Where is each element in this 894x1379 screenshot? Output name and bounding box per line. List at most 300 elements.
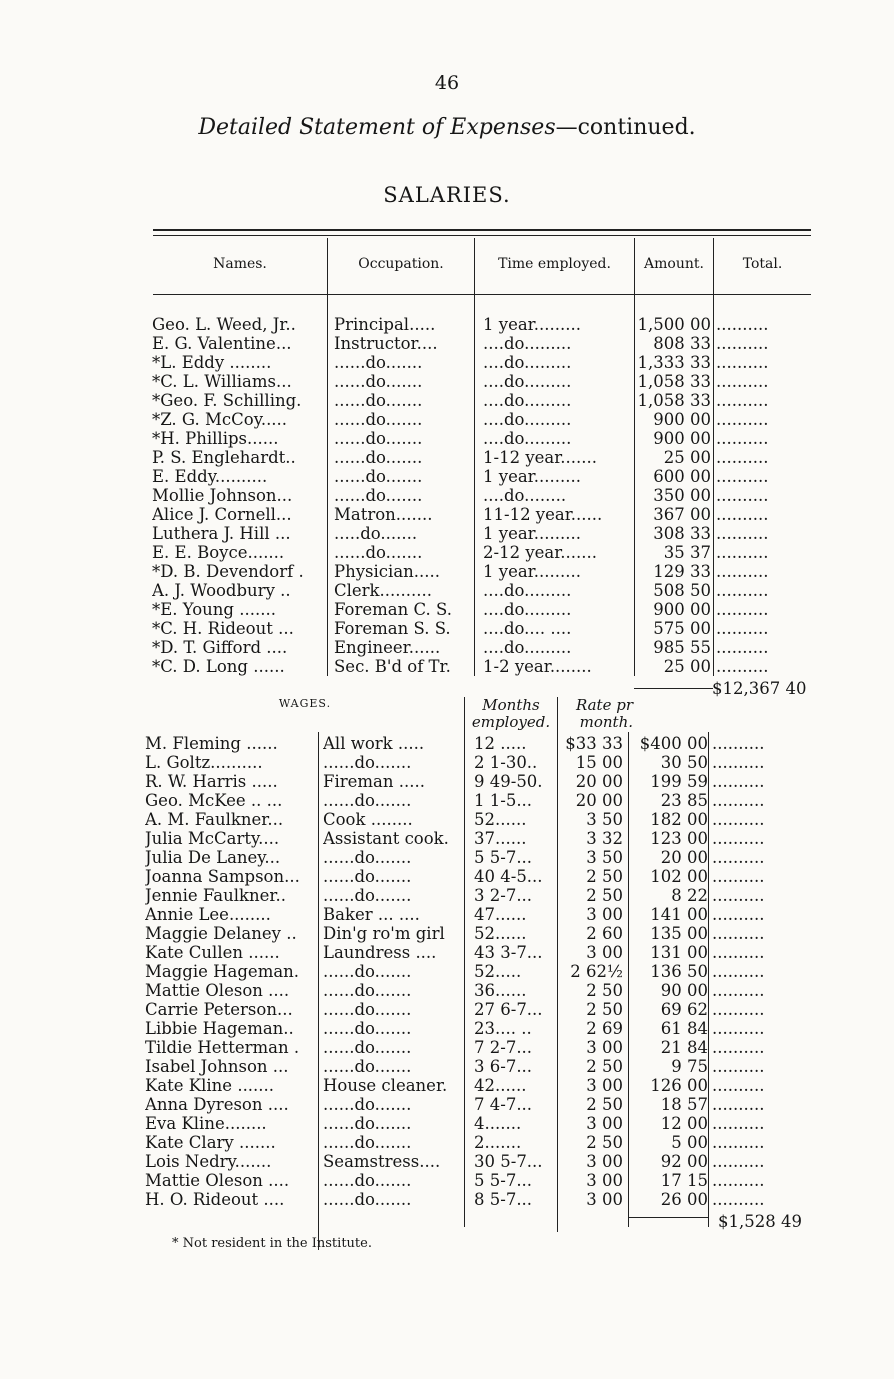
table-row	[0, 1095, 894, 1114]
months-cell: 2.......	[474, 1133, 522, 1152]
table-row	[0, 543, 894, 562]
rate-cell: 3 00	[586, 1190, 623, 1209]
occupation-cell: ......do.......	[323, 1171, 412, 1190]
name-cell: Jennie Faulkner..	[145, 886, 286, 905]
time-cell: ....do.........	[483, 581, 572, 600]
name-cell: Mattie Oleson ....	[145, 1171, 290, 1190]
wages-sum-rule	[628, 1217, 708, 1218]
name-cell: *Z. G. McCoy.....	[152, 410, 288, 429]
total-cell: ..........	[716, 619, 769, 638]
total-cell: ..........	[712, 1000, 765, 1019]
time-cell: 1 year.........	[483, 562, 581, 581]
rate-cell: 3 00	[586, 943, 623, 962]
table-row	[0, 562, 894, 581]
total-cell: ..........	[712, 1133, 765, 1152]
time-cell: ....do.... ....	[483, 619, 572, 638]
time-cell: ....do.........	[483, 638, 572, 657]
occupation-cell: Clerk..........	[334, 581, 433, 600]
occupation-cell: ......do.......	[323, 1190, 412, 1209]
amount-cell: 508 50	[653, 581, 711, 600]
name-cell: Maggie Delaney ..	[145, 924, 297, 943]
name-cell: A. J. Woodbury ..	[152, 581, 291, 600]
rate-per-month-header	[559, 697, 633, 731]
amount-cell: 123 00	[650, 829, 708, 848]
rate-cell: 3 00	[586, 1076, 623, 1095]
top-rule-thin	[153, 235, 811, 236]
table-row	[0, 1038, 894, 1057]
occupation-cell: ......do.......	[323, 1038, 412, 1057]
name-cell: P. S. Englehardt..	[152, 448, 296, 467]
months-label: Months	[482, 696, 540, 714]
amount-cell: 808 33	[653, 334, 711, 353]
rate-cell: 15 00	[575, 753, 623, 772]
table-row	[0, 1190, 894, 1209]
total-cell: ..........	[716, 315, 769, 334]
months-cell: 12 .....	[474, 734, 527, 753]
occupation-cell: ......do.......	[323, 867, 412, 886]
table-row	[0, 981, 894, 1000]
table-row	[0, 772, 894, 791]
months-cell: 27 6-7...	[474, 1000, 543, 1019]
table-row	[0, 372, 894, 391]
months-cell: 40 4-5...	[474, 867, 543, 886]
months-cell: 7 2-7...	[474, 1038, 533, 1057]
name-cell: R. W. Harris .....	[145, 772, 278, 791]
amount-cell: 35 37	[663, 543, 711, 562]
table-row	[0, 391, 894, 410]
time-cell: ....do.........	[483, 410, 572, 429]
occupation-cell: ......do.......	[323, 981, 412, 1000]
total-cell: ..........	[712, 905, 765, 924]
time-cell: 1 year.........	[483, 315, 581, 334]
occupation-cell: ......do.......	[334, 448, 423, 467]
occupation-cell: ......do.......	[323, 791, 412, 810]
table-row	[0, 467, 894, 486]
total-cell: ..........	[712, 1076, 765, 1095]
months-cell: 52......	[474, 924, 527, 943]
months-cell: 52.....	[474, 962, 522, 981]
name-cell: Joanna Sampson...	[145, 867, 300, 886]
name-cell: H. O. Rideout ....	[145, 1190, 285, 1209]
occupation-cell: Din'g ro'm girl	[323, 924, 445, 943]
amount-cell: $400 00	[639, 734, 708, 753]
table-row	[0, 353, 894, 372]
total-cell: ..........	[712, 1019, 765, 1038]
amount-cell: 900 00	[653, 429, 711, 448]
months-cell: 9 49-50.	[474, 772, 543, 791]
colhead-amount: Amount.	[644, 256, 704, 272]
amount-cell: 69 62	[660, 1000, 708, 1019]
salaries-sum-rule	[634, 688, 713, 689]
name-cell: Luthera J. Hill ...	[152, 524, 291, 543]
months-cell: 43 3-7...	[474, 943, 543, 962]
rate-label: Rate pr	[575, 696, 633, 714]
salaries-total: $12,367 40	[712, 679, 807, 698]
name-cell: *D. T. Gifford ....	[152, 638, 288, 657]
table-row	[0, 315, 894, 334]
occupation-cell: ......do.......	[334, 429, 423, 448]
months-cell: 3 2-7...	[474, 886, 533, 905]
amount-cell: 308 33	[653, 524, 711, 543]
total-cell: ..........	[712, 1190, 765, 1209]
page-number: 46	[434, 72, 460, 94]
rate-cell: 2 50	[586, 981, 623, 1000]
table-row	[0, 886, 894, 905]
amount-cell: 25 00	[663, 448, 711, 467]
employed-label: employed.	[471, 713, 551, 731]
time-cell: ....do.........	[483, 429, 572, 448]
occupation-cell: Instructor....	[334, 334, 438, 353]
months-cell: 2 1-30..	[474, 753, 538, 772]
name-cell: Tildie Hetterman .	[145, 1038, 300, 1057]
amount-cell: 126 00	[650, 1076, 708, 1095]
total-cell: ..........	[712, 1095, 765, 1114]
heading-rest: —continued.	[555, 115, 696, 140]
rate-cell: 2 50	[586, 1057, 623, 1076]
occupation-cell: ......do.......	[323, 753, 412, 772]
rate-cell: $33 33	[565, 734, 623, 753]
amount-cell: 61 84	[660, 1019, 708, 1038]
occupation-cell: Foreman S. S.	[334, 619, 451, 638]
table-row	[0, 448, 894, 467]
table-row	[0, 1057, 894, 1076]
total-cell: ..........	[716, 467, 769, 486]
top-rule-thick	[153, 229, 811, 231]
occupation-cell: ......do.......	[323, 1133, 412, 1152]
table-row	[0, 505, 894, 524]
time-cell: 1 year.........	[483, 467, 581, 486]
total-cell: ..........	[712, 848, 765, 867]
amount-cell: 25 00	[663, 657, 711, 676]
occupation-cell: ......do.......	[323, 1057, 412, 1076]
rate-cell: 2 50	[586, 867, 623, 886]
amount-cell: 20 00	[660, 848, 708, 867]
name-cell: Annie Lee........	[145, 905, 271, 924]
occupation-cell: ......do.......	[334, 410, 423, 429]
total-cell: ..........	[712, 753, 765, 772]
name-cell: Kate Kline .......	[145, 1076, 275, 1095]
amount-cell: 900 00	[653, 600, 711, 619]
total-cell: ..........	[716, 562, 769, 581]
total-cell: ..........	[712, 1171, 765, 1190]
name-cell: Geo. L. Weed, Jr..	[152, 315, 296, 334]
name-cell: Geo. McKee .. ...	[145, 791, 283, 810]
occupation-cell: ......do.......	[323, 1019, 412, 1038]
rate-cell: 2 60	[586, 924, 623, 943]
total-cell: ..........	[712, 886, 765, 905]
time-cell: 1-12 year.......	[483, 448, 598, 467]
occupation-cell: ......do.......	[334, 486, 423, 505]
name-cell: A. M. Faulkner...	[145, 810, 284, 829]
name-cell: Maggie Hageman.	[145, 962, 300, 981]
name-cell: Mattie Oleson ....	[145, 981, 290, 1000]
total-cell: ..........	[716, 410, 769, 429]
time-cell: 1 year.........	[483, 524, 581, 543]
amount-cell: 199 59	[650, 772, 708, 791]
amount-cell: 350 00	[653, 486, 711, 505]
rate-cell: 2 50	[586, 886, 623, 905]
name-cell: Carrie Peterson...	[145, 1000, 293, 1019]
rate-cell: 3 50	[586, 848, 623, 867]
total-cell: ..........	[716, 543, 769, 562]
total-cell: ..........	[712, 791, 765, 810]
table-row	[0, 657, 894, 676]
total-cell: ..........	[712, 1057, 765, 1076]
occupation-cell: Laundress ....	[323, 943, 437, 962]
table-row	[0, 410, 894, 429]
amount-cell: 18 57	[660, 1095, 708, 1114]
rate-cell: 3 00	[586, 1038, 623, 1057]
table-row	[0, 638, 894, 657]
total-cell: ..........	[716, 524, 769, 543]
amount-cell: 136 50	[650, 962, 708, 981]
total-cell: ..........	[712, 981, 765, 1000]
name-cell: Libbie Hageman..	[145, 1019, 294, 1038]
months-cell: 8 5-7...	[474, 1190, 533, 1209]
occupation-cell: ......do.......	[323, 962, 412, 981]
total-cell: ..........	[716, 581, 769, 600]
name-cell: E. G. Valentine...	[152, 334, 292, 353]
total-cell: ..........	[712, 943, 765, 962]
amount-cell: 9 75	[671, 1057, 708, 1076]
amount-cell: 92 00	[660, 1152, 708, 1171]
occupation-cell: ......do.......	[334, 467, 423, 486]
time-cell: ....do.........	[483, 334, 572, 353]
colhead-total: Total.	[742, 256, 783, 272]
rate-cell: 3 00	[586, 1152, 623, 1171]
rate-cell: 2 50	[586, 1000, 623, 1019]
occupation-cell: Physician.....	[334, 562, 441, 581]
amount-cell: 21 84	[660, 1038, 708, 1057]
occupation-cell: ......do.......	[323, 886, 412, 905]
amount-cell: 1,058 33	[637, 372, 711, 391]
amount-cell: 23 85	[660, 791, 708, 810]
section-title: SALARIES.	[383, 183, 511, 207]
table-row	[0, 905, 894, 924]
occupation-cell: ......do.......	[334, 543, 423, 562]
total-cell: ..........	[712, 867, 765, 886]
occupation-cell: Foreman C. S.	[334, 600, 452, 619]
total-cell: ..........	[716, 600, 769, 619]
amount-cell: 8 22	[671, 886, 708, 905]
table-row	[0, 810, 894, 829]
total-cell: ..........	[712, 962, 765, 981]
rate-cell: 3 00	[586, 1171, 623, 1190]
total-cell: ..........	[716, 334, 769, 353]
months-employed-header	[466, 697, 556, 731]
name-cell: *C. L. Williams...	[152, 372, 292, 391]
rate-cell: 3 00	[586, 905, 623, 924]
name-cell: Kate Clary .......	[145, 1133, 276, 1152]
amount-cell: 1,500 00	[637, 315, 711, 334]
total-cell: ..........	[716, 638, 769, 657]
name-cell: Julia McCarty....	[145, 829, 280, 848]
table-row	[0, 619, 894, 638]
name-cell: Eva Kline........	[145, 1114, 267, 1133]
months-cell: 7 4-7...	[474, 1095, 533, 1114]
time-cell: 1-2 year........	[483, 657, 592, 676]
rate-cell: 2 50	[586, 1095, 623, 1114]
table-row	[0, 848, 894, 867]
total-cell: ..........	[712, 924, 765, 943]
name-cell: Lois Nedry.......	[145, 1152, 272, 1171]
table-row	[0, 943, 894, 962]
occupation-cell: Principal.....	[334, 315, 436, 334]
amount-cell: 129 33	[653, 562, 711, 581]
occupation-cell: Seamstress....	[323, 1152, 441, 1171]
amount-cell: 141 00	[650, 905, 708, 924]
time-cell: ....do.........	[483, 372, 572, 391]
name-cell: *C. D. Long ......	[152, 657, 285, 676]
total-cell: ..........	[716, 353, 769, 372]
amount-cell: 12 00	[660, 1114, 708, 1133]
rate-cell: 3 00	[586, 1114, 623, 1133]
rate-cell: 2 62½	[570, 962, 623, 981]
occupation-cell: ......do.......	[323, 1114, 412, 1133]
total-cell: ..........	[712, 772, 765, 791]
amount-cell: 135 00	[650, 924, 708, 943]
occupation-cell: ......do.......	[334, 372, 423, 391]
months-cell: 42......	[474, 1076, 527, 1095]
table-row	[0, 486, 894, 505]
name-cell: *C. H. Rideout ...	[152, 619, 294, 638]
occupation-cell: ......do.......	[323, 1000, 412, 1019]
amount-cell: 26 00	[660, 1190, 708, 1209]
total-cell: ..........	[712, 734, 765, 753]
months-cell: 52......	[474, 810, 527, 829]
occupation-cell: Cook ........	[323, 810, 413, 829]
months-cell: 5 5-7...	[474, 848, 533, 867]
table-row	[0, 581, 894, 600]
amount-cell: 1,333 33	[637, 353, 711, 372]
total-cell: ..........	[712, 1152, 765, 1171]
amount-cell: 1,058 33	[637, 391, 711, 410]
wages-total: $1,528 49	[718, 1212, 802, 1231]
time-cell: ....do........	[483, 486, 567, 505]
time-cell: ....do.........	[483, 391, 572, 410]
occupation-cell: House cleaner.	[323, 1076, 448, 1095]
amount-cell: 131 00	[650, 943, 708, 962]
amount-cell: 900 00	[653, 410, 711, 429]
name-cell: Kate Cullen ......	[145, 943, 280, 962]
total-cell: ..........	[716, 429, 769, 448]
amount-cell: 367 00	[653, 505, 711, 524]
occupation-cell: Matron.......	[334, 505, 433, 524]
total-cell: ..........	[712, 1038, 765, 1057]
occupation-cell: Fireman .....	[323, 772, 425, 791]
time-cell: ....do.........	[483, 353, 572, 372]
total-cell: ..........	[716, 391, 769, 410]
occupation-cell: ......do.......	[323, 1095, 412, 1114]
months-cell: 5 5-7...	[474, 1171, 533, 1190]
rate-cell: 20 00	[575, 772, 623, 791]
rate-cell: 2 69	[586, 1019, 623, 1038]
months-cell: 4.......	[474, 1114, 522, 1133]
occupation-cell: Sec. B'd of Tr.	[334, 657, 451, 676]
time-cell: 2-12 year.......	[483, 543, 598, 562]
table-row	[0, 734, 894, 753]
total-cell: ..........	[712, 1114, 765, 1133]
total-cell: ..........	[716, 448, 769, 467]
table-row	[0, 1114, 894, 1133]
name-cell: *E. Young .......	[152, 600, 276, 619]
rate-cell: 3 50	[586, 810, 623, 829]
footnote: * Not resident in the Institute.	[172, 1236, 372, 1251]
page-heading	[0, 115, 894, 140]
total-cell: ..........	[716, 505, 769, 524]
total-cell: ..........	[712, 829, 765, 848]
colhead-occupation: Occupation.	[358, 256, 444, 272]
name-cell: Alice J. Cornell...	[152, 505, 292, 524]
table-row	[0, 753, 894, 772]
colhead-names: Names.	[213, 256, 267, 272]
name-cell: Anna Dyreson ....	[145, 1095, 289, 1114]
rate-cell: 2 50	[586, 1133, 623, 1152]
name-cell: E. Eddy..........	[152, 467, 268, 486]
month-label: month.	[579, 713, 633, 731]
occupation-cell: ......do.......	[334, 391, 423, 410]
months-cell: 36......	[474, 981, 527, 1000]
colhead-time: Time employed.	[498, 256, 611, 272]
table-row	[0, 924, 894, 943]
total-cell: ..........	[712, 810, 765, 829]
table-row	[0, 1171, 894, 1190]
name-cell: *L. Eddy ........	[152, 353, 272, 372]
occupation-cell: Assistant cook.	[323, 829, 449, 848]
months-cell: 37......	[474, 829, 527, 848]
table-row	[0, 1152, 894, 1171]
table-row	[0, 1000, 894, 1019]
months-cell: 30 5-7...	[474, 1152, 543, 1171]
heading-italic: Detailed Statement of Expenses	[198, 115, 556, 140]
amount-cell: 985 55	[653, 638, 711, 657]
table-row	[0, 962, 894, 981]
table-row	[0, 524, 894, 543]
table-row	[0, 791, 894, 810]
months-cell: 23.... ..	[474, 1019, 532, 1038]
name-cell: M. Fleming ......	[145, 734, 278, 753]
occupation-cell: Engineer......	[334, 638, 441, 657]
table-row	[0, 1133, 894, 1152]
rate-cell: 3 32	[586, 829, 623, 848]
total-cell: ..........	[716, 657, 769, 676]
amount-cell: 17 15	[660, 1171, 708, 1190]
total-cell: ..........	[716, 486, 769, 505]
occupation-cell: Baker ... ....	[323, 905, 420, 924]
months-cell: 3 6-7...	[474, 1057, 533, 1076]
name-cell: *H. Phillips......	[152, 429, 279, 448]
table-row	[0, 1076, 894, 1095]
table-row	[0, 867, 894, 886]
occupation-cell: .....do.......	[334, 524, 418, 543]
occupation-cell: ......do.......	[323, 848, 412, 867]
months-cell: 47......	[474, 905, 527, 924]
amount-cell: 600 00	[653, 467, 711, 486]
table-row	[0, 334, 894, 353]
amount-cell: 102 00	[650, 867, 708, 886]
time-cell: 11-12 year......	[483, 505, 603, 524]
wages-label: WAGES.	[278, 697, 332, 710]
table-row	[0, 1019, 894, 1038]
time-cell: ....do.........	[483, 600, 572, 619]
amount-cell: 30 50	[660, 753, 708, 772]
name-cell: Julia De Laney...	[145, 848, 281, 867]
name-cell: Isabel Johnson ...	[145, 1057, 289, 1076]
name-cell: L. Goltz..........	[145, 753, 263, 772]
amount-cell: 575 00	[653, 619, 711, 638]
table-row	[0, 600, 894, 619]
amount-cell: 5 00	[671, 1133, 708, 1152]
